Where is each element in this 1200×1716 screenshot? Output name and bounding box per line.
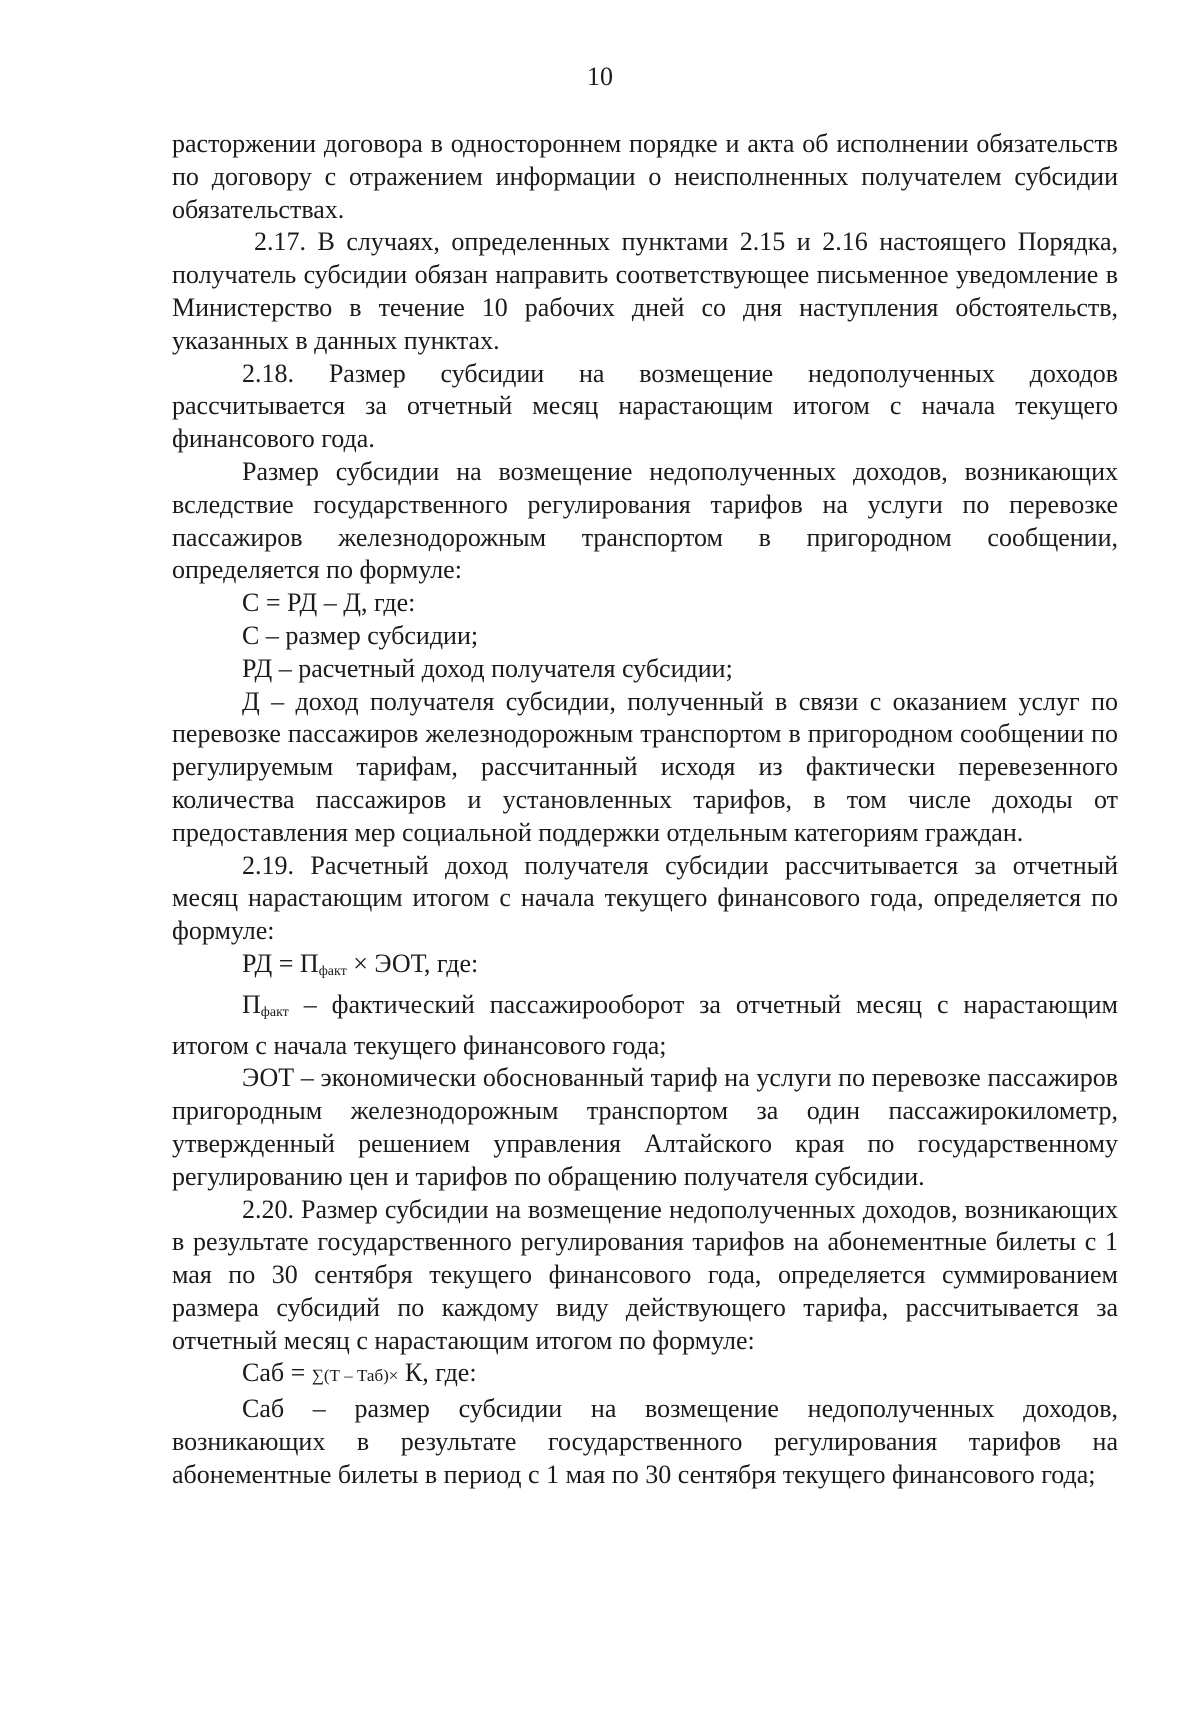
definition-eot: ЭОТ – экономически обоснованный тариф на услуги по перевозке пассажиров пригородным железнодорожным транспортом за один пассажирокилометр, утвержденный решением управления Алтайского края по государственному регулированию цен и тарифов по обращению получателя субсидии. — [172, 1063, 1118, 1191]
formula-rd-rhs: × ЭОТ, где: — [346, 948, 479, 978]
formula-sab-lhs: Саб = — [242, 1358, 312, 1388]
definition-pfakt-subscript: факт — [260, 1004, 289, 1020]
paragraph-2-18: 2.18. Размер субсидии на возмещение недополученных доходов рассчитывается за отчетный месяц нарастающим итогом с начала текущего финансового года. — [172, 358, 1118, 454]
page-number: 10 — [587, 62, 613, 91]
document-body — [172, 128, 1118, 1492]
definition-sab: Саб – размер субсидии на возмещение недополученных доходов, возникающих в результате государственного регулирования тарифов на абонементные билеты в период с 1 мая по 30 сентября текущего финансового года; — [172, 1394, 1118, 1489]
formula-sab-sum: ∑(Т – Таб)× — [311, 1366, 399, 1386]
formula-sab-rhs: К, где: — [398, 1358, 477, 1388]
formula-rd-subscript: факт — [318, 963, 347, 979]
definition-pfakt-term: П — [242, 989, 261, 1019]
formula-rd — [172, 948, 1118, 989]
paragraph-subsidy-size: Размер субсидии на возмещение недополученных доходов, возникающих вследствие государственного регулирования тарифов на услуги по перевозке пассажиров железнодорожным транспортом в пригородном сообщении, определяется по формуле: — [172, 456, 1118, 585]
formula-c: С = РД – Д, где: — [242, 588, 416, 618]
formula-rd-lhs: РД = П — [242, 948, 319, 978]
definition-c: С – размер субсидии; — [242, 620, 479, 650]
paragraph-contract-termination: расторжении договора в одностороннем порядке и акта об исполнении обязательств по договору с отражением информации о неисполненных получателем субсидии обязательствах. — [172, 129, 1118, 224]
paragraph-2-19: 2.19. Расчетный доход получателя субсидии рассчитывается за отчетный месяц нарастающим итогом с начала текущего финансового года, определяется по формуле: — [172, 850, 1118, 946]
paragraph-2-17: 2.17. В случаях, определенных пунктами 2.15 и 2.16 настоящего Порядка, получатель субсидии обязан направить соответствующее письменное уведомление в Министерство в течение 10 рабочих дней со дня наступления обстоятельств, указанных в данных пунктах. — [172, 227, 1118, 355]
definition-pfakt-text: – фактический пассажирооборот за отчетный месяц с нарастающим итогом с начала текущего финансового года; — [172, 989, 1118, 1060]
formula-sab — [172, 1357, 1118, 1393]
paragraph-2-20: 2.20. Размер субсидии на возмещение недополученных доходов, возникающих в результате государственного регулирования тарифов на абонементные билеты с 1 мая по 30 сентября текущего финансового года, определяется суммированием размера субсидий по каждому виду действующего тарифа, рассчитывается за отчетный месяц с нарастающим итогом по формуле: — [172, 1194, 1118, 1355]
definition-rd: РД – расчетный доход получателя субсидии; — [242, 653, 733, 683]
definition-d: Д – доход получателя субсидии, полученный в связи с оказанием услуг по перевозке пассажиров железнодорожным транспортом в пригородном сообщении по регулируемым тарифам, рассчитанный исходя из фактически перевезенного количества пассажиров и установленных тарифов, в том числе доходы от предоставления мер социальной поддержки отдельным категориям граждан. — [172, 686, 1118, 847]
definition-pfakt — [172, 989, 1118, 1063]
